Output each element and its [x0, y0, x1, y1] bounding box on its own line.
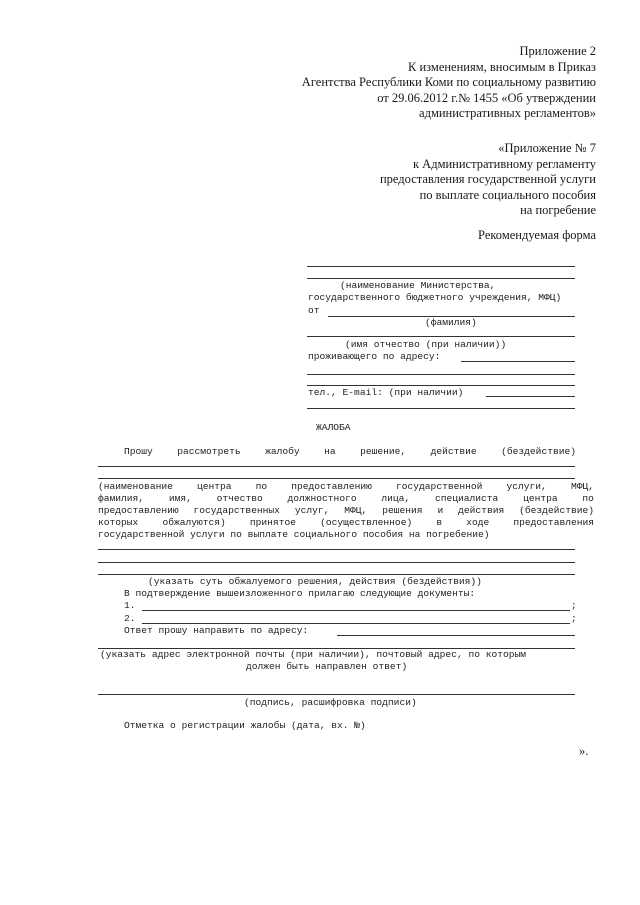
caption-word: предоставлению: [291, 481, 372, 492]
essence-line-1: [98, 549, 575, 550]
request-word: жалобу: [265, 446, 300, 457]
annex7-line: к Административному регламенту: [412, 156, 596, 171]
registration-label: Отметка о регистрации жалобы (дата, вх. №): [124, 720, 366, 731]
address-line-3: [307, 385, 575, 386]
recommended-form-label: Рекомендуемая форма: [478, 228, 596, 242]
closing-mark: ».: [579, 744, 589, 758]
name-caption: (имя отчество (при наличии)): [345, 339, 507, 350]
request-word: рассмотреть: [177, 446, 241, 457]
annex2-line: от 29.06.2012 г.№ 1455 «Об утверждении: [377, 90, 596, 105]
request-word: на: [324, 446, 336, 457]
caption-word: действия: [458, 505, 505, 516]
caption-word: фамилия,: [98, 493, 145, 504]
center-line-1: [98, 466, 575, 467]
from-label: от: [308, 305, 320, 316]
request-word: Прошу: [124, 446, 153, 457]
caption-word: и: [437, 505, 444, 516]
caption-word: предоставления: [513, 517, 594, 528]
surname-caption: (фамилия): [425, 317, 477, 328]
request-word: (бездействие): [501, 446, 576, 457]
caption-word: обжалуются): [162, 517, 226, 528]
doc-item-end: ;: [571, 613, 577, 624]
doc-item-number: 2.: [124, 613, 136, 624]
caption-word: отчество: [216, 493, 263, 504]
annex2-header: [302, 44, 596, 122]
ministry-line-1: [307, 266, 575, 267]
caption-word: имя,: [168, 493, 192, 504]
contacts-label: тел., E-mail: (при наличии): [308, 387, 464, 398]
caption-word: (осуществленное): [320, 517, 413, 528]
center-caption-row: [98, 517, 594, 529]
reply-line-1: [337, 635, 575, 636]
attachments-label: В подтверждение вышеизложенного прилагаю следующие документы:: [124, 588, 476, 599]
center-caption-row: [98, 481, 594, 493]
caption-word: лица,: [381, 493, 411, 504]
annex7-line: по выплате социального пособия: [419, 187, 596, 202]
signature-caption: (подпись, расшифровка подписи): [244, 697, 417, 708]
caption-word: (бездействие): [519, 505, 594, 516]
complaint-title: ЖАЛОБА: [316, 422, 351, 433]
name-line: [307, 336, 575, 337]
caption-word: государственной: [396, 481, 483, 492]
address-line-1: [461, 361, 575, 362]
annex7-header: [380, 141, 596, 219]
ministry-caption: (наименование Министерства,: [340, 280, 496, 291]
annex7-line: на погребение: [520, 203, 596, 217]
caption-word: (наименование: [98, 481, 173, 492]
doc-item-number: 1.: [124, 600, 136, 611]
caption-word: решения: [382, 505, 423, 516]
center-caption-last: государственной услуги по выплате социального пособия на погребение): [98, 529, 490, 540]
center-caption-row: [98, 505, 594, 517]
doc-item-line-2: [142, 623, 570, 624]
request-word: действие: [430, 446, 477, 457]
caption-word: принятое: [249, 517, 296, 528]
request-word: решение,: [360, 446, 407, 457]
annex7-line: предоставления государственной услуги: [379, 172, 596, 186]
caption-word: специалиста: [434, 493, 499, 504]
caption-word: МФЦ,: [570, 481, 594, 492]
caption-word: МФЦ,: [344, 505, 368, 516]
doc-item-line-1: [142, 610, 570, 611]
caption-word: которых: [98, 517, 139, 528]
reply-label: Ответ прошу направить по адресу:: [124, 625, 309, 636]
caption-word: услуг,: [294, 505, 330, 516]
caption-word: предоставлению: [98, 505, 179, 516]
caption-word: должностного: [287, 493, 357, 504]
annex2-line: Приложение 2: [519, 44, 596, 58]
doc-item-end: ;: [571, 600, 577, 611]
essence-line-3: [98, 574, 575, 575]
contacts-line-1: [486, 396, 575, 397]
contacts-line-2: [307, 408, 575, 409]
annex7-line: «Приложение № 7: [498, 141, 596, 155]
caption-word: центра: [196, 481, 232, 492]
residing-label: проживающего по адресу:: [308, 351, 441, 362]
address-caption: должен быть направлен ответ): [246, 661, 408, 672]
caption-word: в: [436, 517, 443, 528]
address-line-2: [307, 374, 575, 375]
caption-word: по: [255, 481, 268, 492]
ministry-caption: государственного бюджетного учреждения, МФЦ): [308, 292, 562, 303]
annex2-line: Агентства Республики Коми по социальному развитию: [301, 75, 596, 89]
annex2-line: административных регламентов»: [419, 106, 596, 120]
caption-word: услуги,: [506, 481, 547, 492]
center-caption-row: [98, 493, 594, 505]
ministry-line-2: [307, 278, 575, 279]
annex2-line: К изменениям, вносимым в Приказ: [408, 59, 596, 74]
signature-line: [98, 694, 575, 695]
essence-line-2: [98, 562, 575, 563]
essence-caption: (указать суть обжалуемого решения, действия (бездействия)): [148, 576, 482, 587]
address-caption: (указать адрес электронной почты (при наличии), почтовый адрес, по которым: [100, 649, 527, 660]
caption-word: центра: [523, 493, 558, 504]
request-sentence: [124, 446, 576, 458]
caption-word: по: [582, 493, 594, 504]
caption-word: ходе: [466, 517, 490, 528]
center-line-2: [98, 478, 575, 479]
caption-word: государственных: [193, 505, 280, 516]
